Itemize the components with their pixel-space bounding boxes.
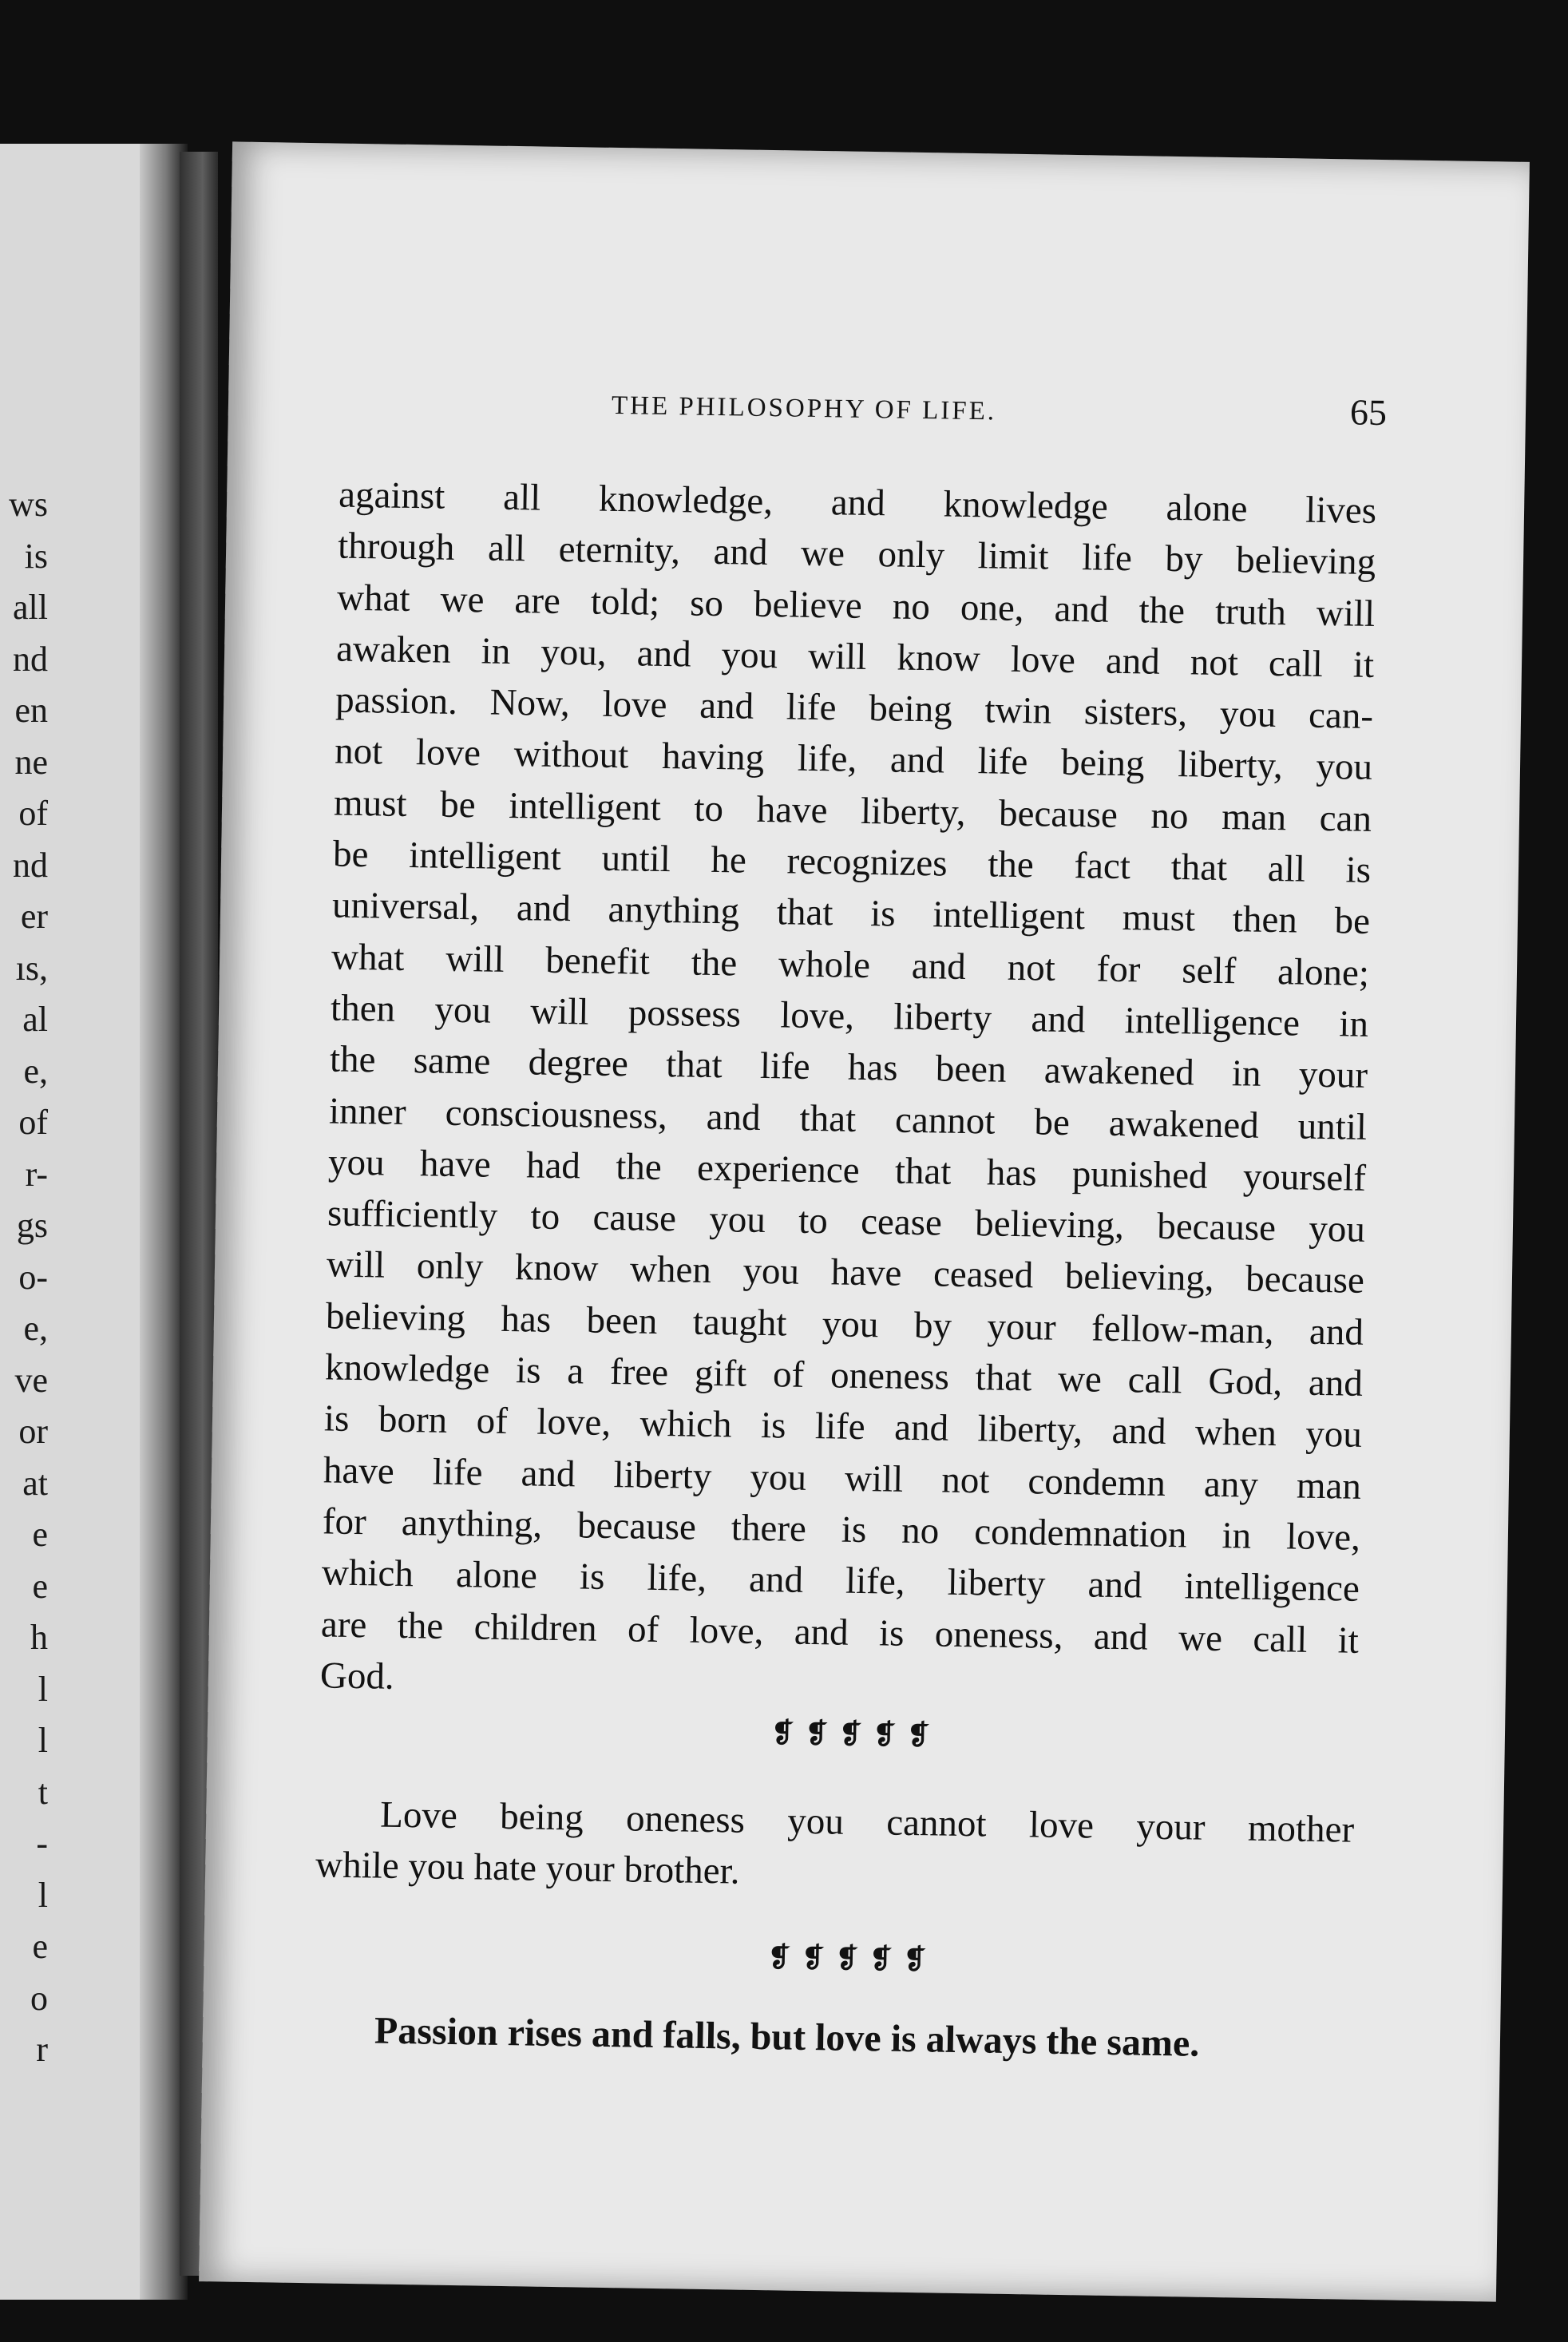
left-page-line-fragment: e, (23, 1051, 48, 1091)
aphorism-line: Love being oneness you cannot love your mother (379, 1793, 1355, 1851)
left-page-line-fragment: er (20, 897, 48, 936)
left-page-line-fragment: of (18, 794, 48, 833)
text-line: which alone is life, and life, liberty and intelligence (321, 1551, 1360, 1611)
aphorism-line: while you hate your brother. (315, 1844, 740, 1892)
text-line: through all eternity, and we only limit life by believing (337, 525, 1376, 584)
text-line: is born of love, which is life and liberty, and when you (323, 1397, 1363, 1456)
section-ornament: ❡❡❡❡❡ (770, 1717, 941, 1752)
text-line: universal, and anything that is intelligent must then be (331, 884, 1371, 943)
left-page-line-fragment: e, (23, 1309, 48, 1348)
left-page-line-fragment: r- (25, 1154, 48, 1194)
running-header: THE PHILOSOPHY OF LIFE. (611, 390, 997, 426)
text-line: inner consciousness, and that cannot be awakened until (328, 1090, 1368, 1148)
left-page-line-fragment: h (30, 1618, 48, 1657)
text-line: not love without having life, and life being liberty, you (334, 730, 1373, 789)
text-line: awaken in you, and you will know love and not call it (335, 628, 1375, 686)
left-page-line-fragment: o- (18, 1257, 48, 1297)
text-line: you have had the experience that has punished yourself (327, 1141, 1367, 1199)
text-line: against all knowledge, and knowledge alone lives (338, 474, 1377, 532)
text-line: what we are told; so believe no one, and the truth will (336, 577, 1376, 635)
left-page-line-fragment: e (32, 1515, 48, 1554)
text-line: the same degree that life has been awakened in your (329, 1038, 1368, 1097)
left-page-line-fragment: o (30, 1978, 48, 2018)
left-page-line-fragment: nd (13, 639, 48, 679)
text-line: must be intelligent to have liberty, because no man can (333, 782, 1372, 840)
aphorism-paragraph (315, 1788, 1355, 1906)
text-line: be intelligent until he recognizes the fact that all is (332, 833, 1372, 891)
left-page-line-fragment: of (18, 1103, 48, 1142)
text-line: will only know when you have ceased believing, because (326, 1243, 1365, 1302)
left-page-line-fragment: l (38, 1669, 48, 1709)
left-page-line-fragment: ve (14, 1360, 48, 1400)
main-paragraph (319, 470, 1376, 1718)
closing-aphorism: Passion rises and falls, but love is always the same. (374, 2009, 1200, 2065)
left-page-line-fragment: all (13, 588, 48, 627)
left-page-line-fragment: - (36, 1824, 48, 1863)
left-page-line-fragment: gs (16, 1206, 48, 1245)
left-page-line-fragment: ws (9, 485, 48, 524)
text-line: passion. Now, love and life being twin sisters, you can- (335, 679, 1374, 738)
left-page-line-fragment: e (32, 1927, 48, 1966)
text-line: believing has been taught you by your fellow-man, and (325, 1295, 1364, 1353)
left-page-line-fragment: r (36, 2030, 48, 2069)
text-line: sufficiently to cause you to cease believing, because you (327, 1192, 1366, 1251)
left-page-line-fragment: t (38, 1772, 48, 1812)
left-page-line-fragment: l (38, 1875, 48, 1915)
text-line: God. (319, 1654, 395, 1698)
text-line: for anything, because there is no condemnation in love, (322, 1500, 1361, 1559)
left-page-line-fragment: en (14, 691, 48, 730)
text-line: are the children of love, and is oneness, and we call it (320, 1603, 1360, 1662)
left-page-line-fragment: e (32, 1566, 48, 1606)
left-page-line-fragment: al (22, 1000, 48, 1039)
left-page-line-fragment: l (38, 1721, 48, 1760)
left-page-line-fragment: is (24, 536, 48, 576)
text-line: then you will possess love, liberty and intelligence in (330, 987, 1369, 1045)
left-page-line-fragment: at (22, 1463, 48, 1503)
left-page-line-fragment: ıs, (15, 948, 48, 988)
left-page-text-fragments (0, 479, 48, 2076)
section-ornament: ❡❡❡❡❡ (767, 1941, 938, 1976)
text-line: what will benefit the whole and not for self alone; (331, 936, 1370, 994)
text-line: have life and liberty you will not condemn any man (323, 1449, 1362, 1508)
left-page-line-fragment: nd (13, 845, 48, 885)
page-number: 65 (1349, 391, 1388, 434)
left-page-line-fragment: ne (14, 742, 48, 782)
left-page-line-fragment: or (18, 1412, 48, 1451)
text-line: knowledge is a free gift of oneness that we call God, and (324, 1346, 1364, 1405)
book-page (199, 141, 1530, 2301)
